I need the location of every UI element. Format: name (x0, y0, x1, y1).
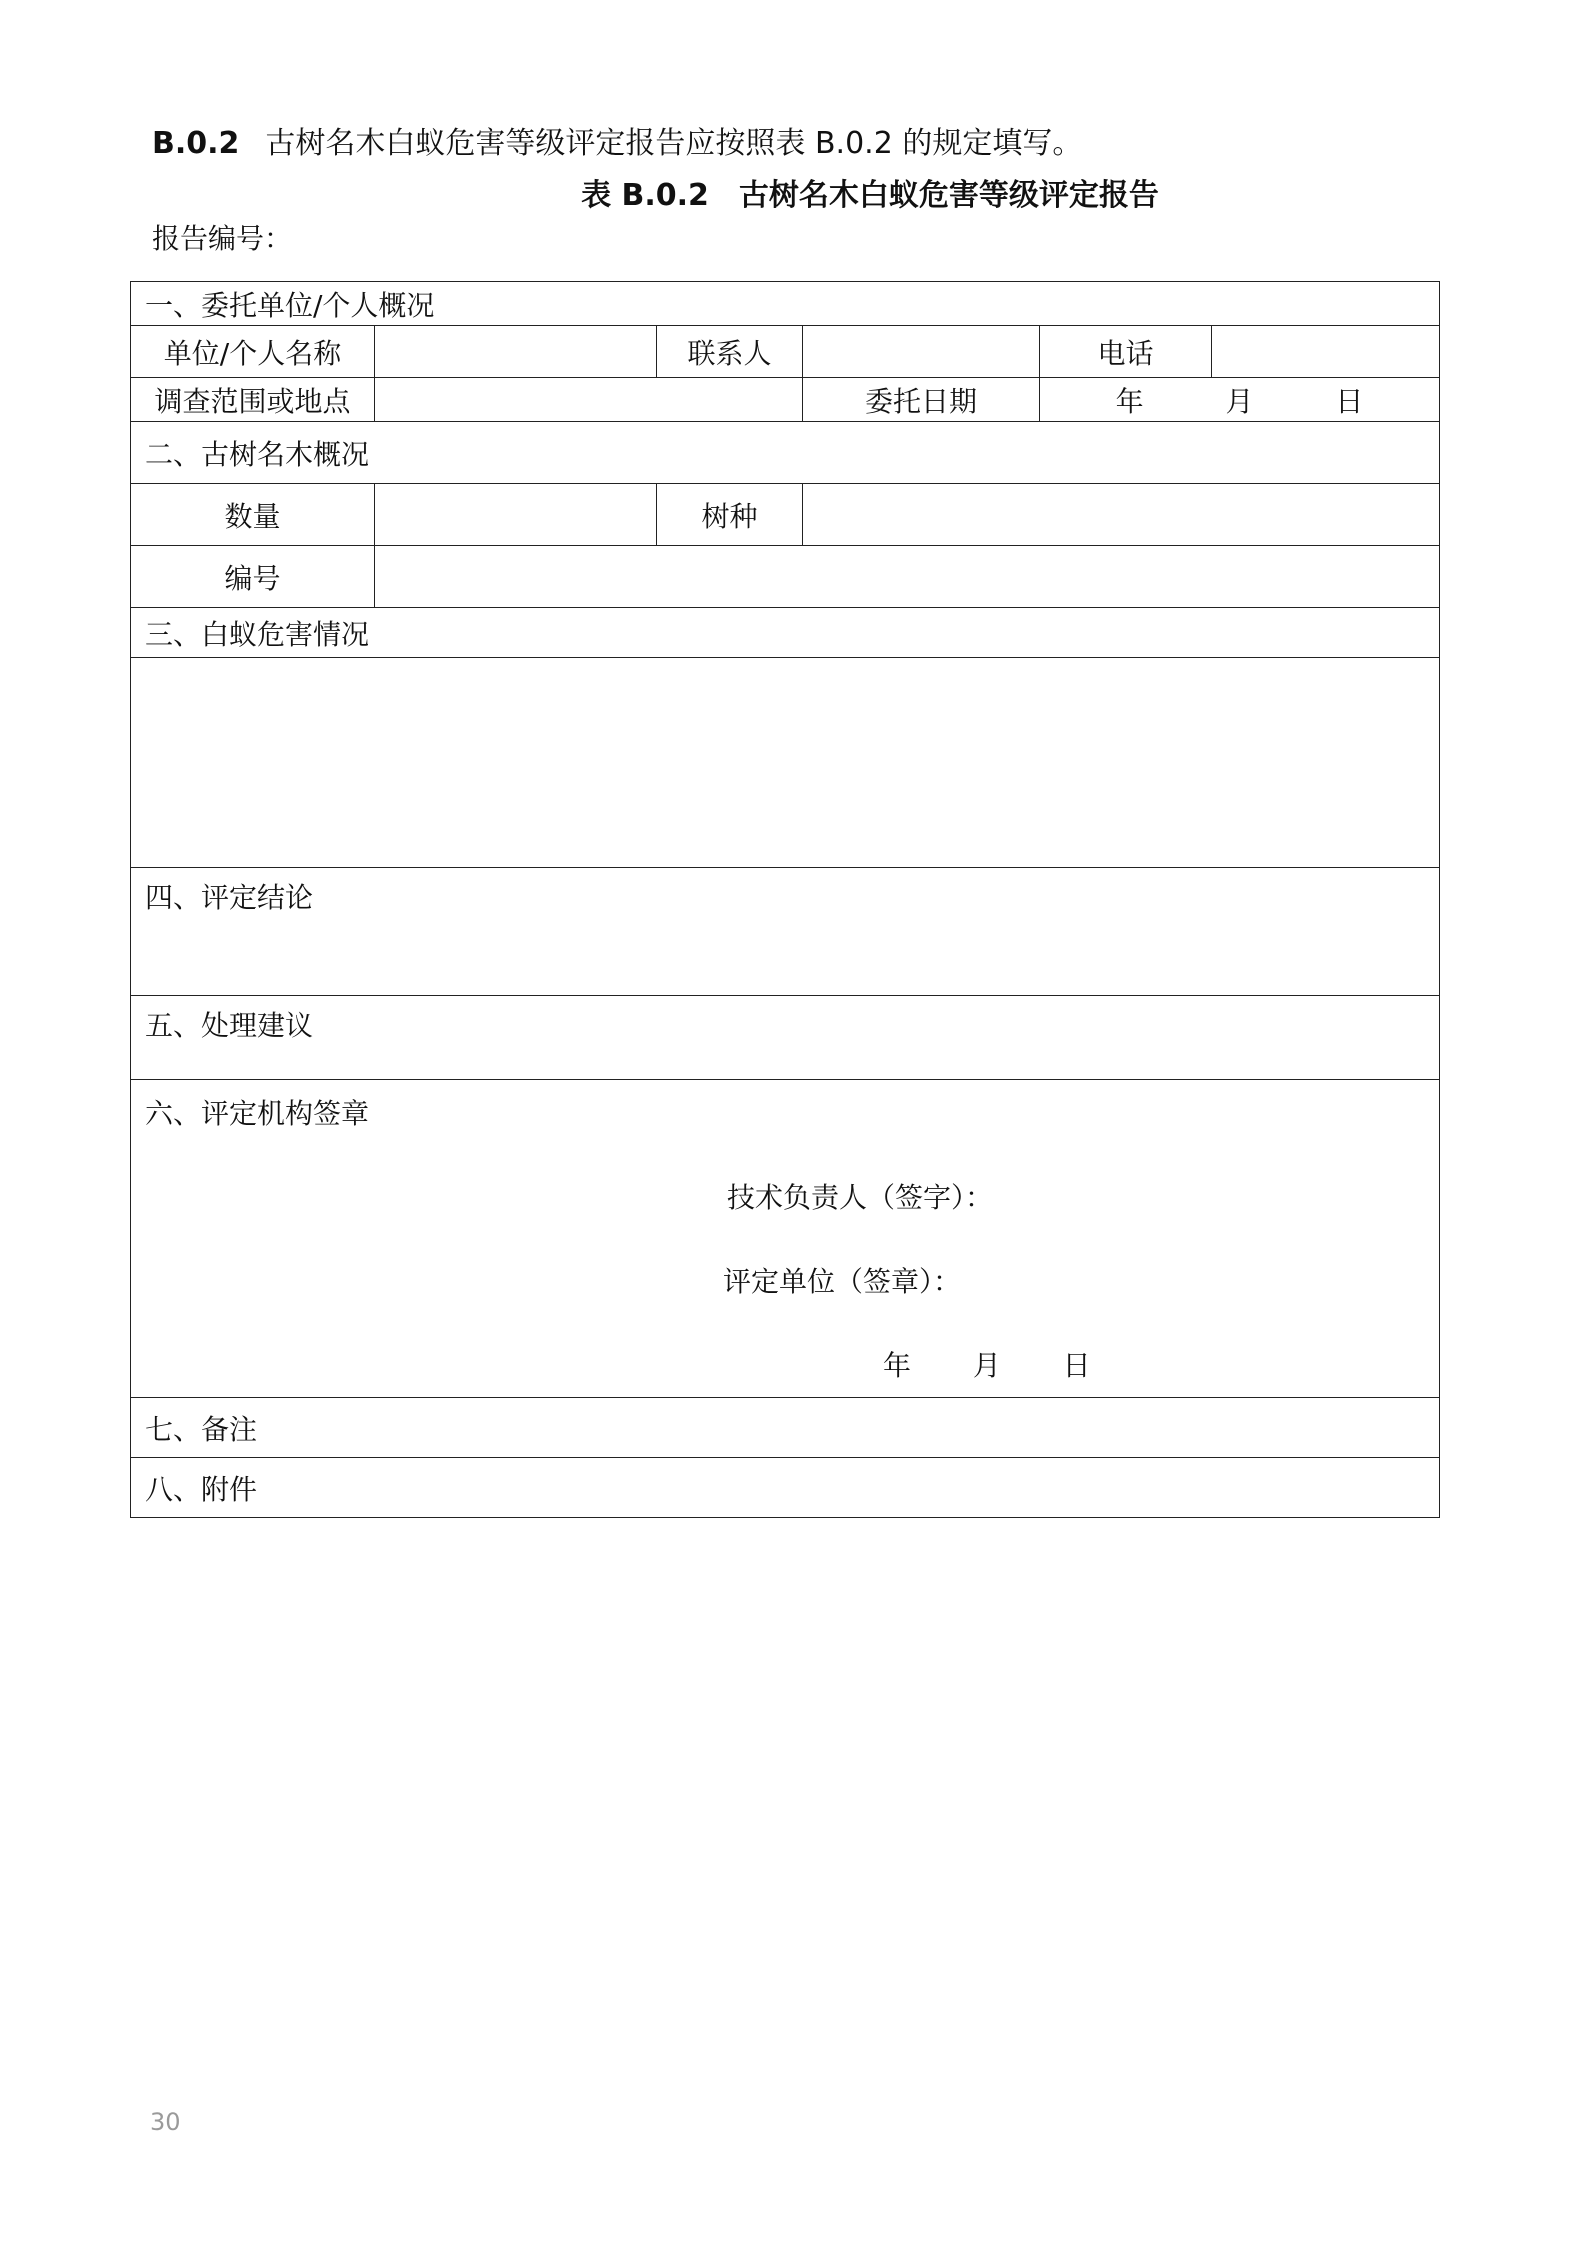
quantity-label: 数量 (131, 484, 375, 546)
tree-code-label: 编号 (131, 546, 375, 608)
month-label: 月 (1225, 384, 1254, 418)
table-caption-title: 古树名木白蚁危害等级评定报告 (738, 178, 1159, 213)
table-caption-number: 表 B.0.2 (581, 178, 709, 213)
unit-name-label: 单位/个人名称 (131, 326, 375, 378)
signature-date[interactable] (883, 1344, 1091, 1384)
species-field[interactable] (803, 484, 1440, 546)
sign-month-label: 月 (972, 1349, 1001, 1382)
section-6-signature-block (131, 1080, 1440, 1398)
section-5-treatment-advice[interactable]: 五、处理建议 (131, 996, 1440, 1080)
phone-field[interactable] (1212, 326, 1440, 378)
commission-date-field[interactable] (1040, 378, 1440, 422)
page-number: 30 (150, 2108, 181, 2136)
section-1-header: 一、委托单位/个人概况 (131, 282, 1440, 326)
survey-scope-field[interactable] (375, 378, 803, 422)
assessment-report-form (130, 281, 1440, 1518)
year-label: 年 (1115, 384, 1144, 418)
table-caption (0, 176, 1586, 216)
section-8-attachments[interactable]: 八、附件 (131, 1458, 1440, 1518)
intro-text: 古树名木白蚁危害等级评定报告应按照表 B.0.2 的规定填写。 (265, 126, 1083, 161)
section-6-header: 六、评定机构签章 (145, 1097, 370, 1130)
technical-lead-signature[interactable]: 技术负责人（签字）： (727, 1181, 994, 1214)
contact-field[interactable] (803, 326, 1040, 378)
section-4-evaluation-conclusion[interactable]: 四、评定结论 (131, 868, 1440, 996)
intro-clause-number: B.0.2 (152, 126, 240, 161)
damage-situation-field[interactable] (131, 658, 1440, 868)
section-7-remarks[interactable]: 七、备注 (131, 1398, 1440, 1458)
quantity-field[interactable] (375, 484, 657, 546)
sign-year-label: 年 (883, 1349, 912, 1382)
contact-label: 联系人 (657, 326, 803, 378)
intro-paragraph (152, 124, 1082, 164)
unit-name-field[interactable] (375, 326, 657, 378)
section-3-header: 三、白蚁危害情况 (131, 608, 1440, 658)
sign-day-label: 日 (1062, 1349, 1091, 1382)
commission-date-label: 委托日期 (803, 378, 1040, 422)
day-label: 日 (1335, 384, 1364, 418)
survey-scope-label: 调查范围或地点 (131, 378, 375, 422)
report-number-label: 报告编号： (152, 222, 293, 255)
species-label: 树种 (657, 484, 803, 546)
tree-code-field[interactable] (375, 546, 1440, 608)
section-2-header: 二、古树名木概况 (131, 422, 1440, 484)
evaluation-unit-seal[interactable]: 评定单位（签章）： (723, 1265, 962, 1298)
phone-label: 电话 (1040, 326, 1212, 378)
